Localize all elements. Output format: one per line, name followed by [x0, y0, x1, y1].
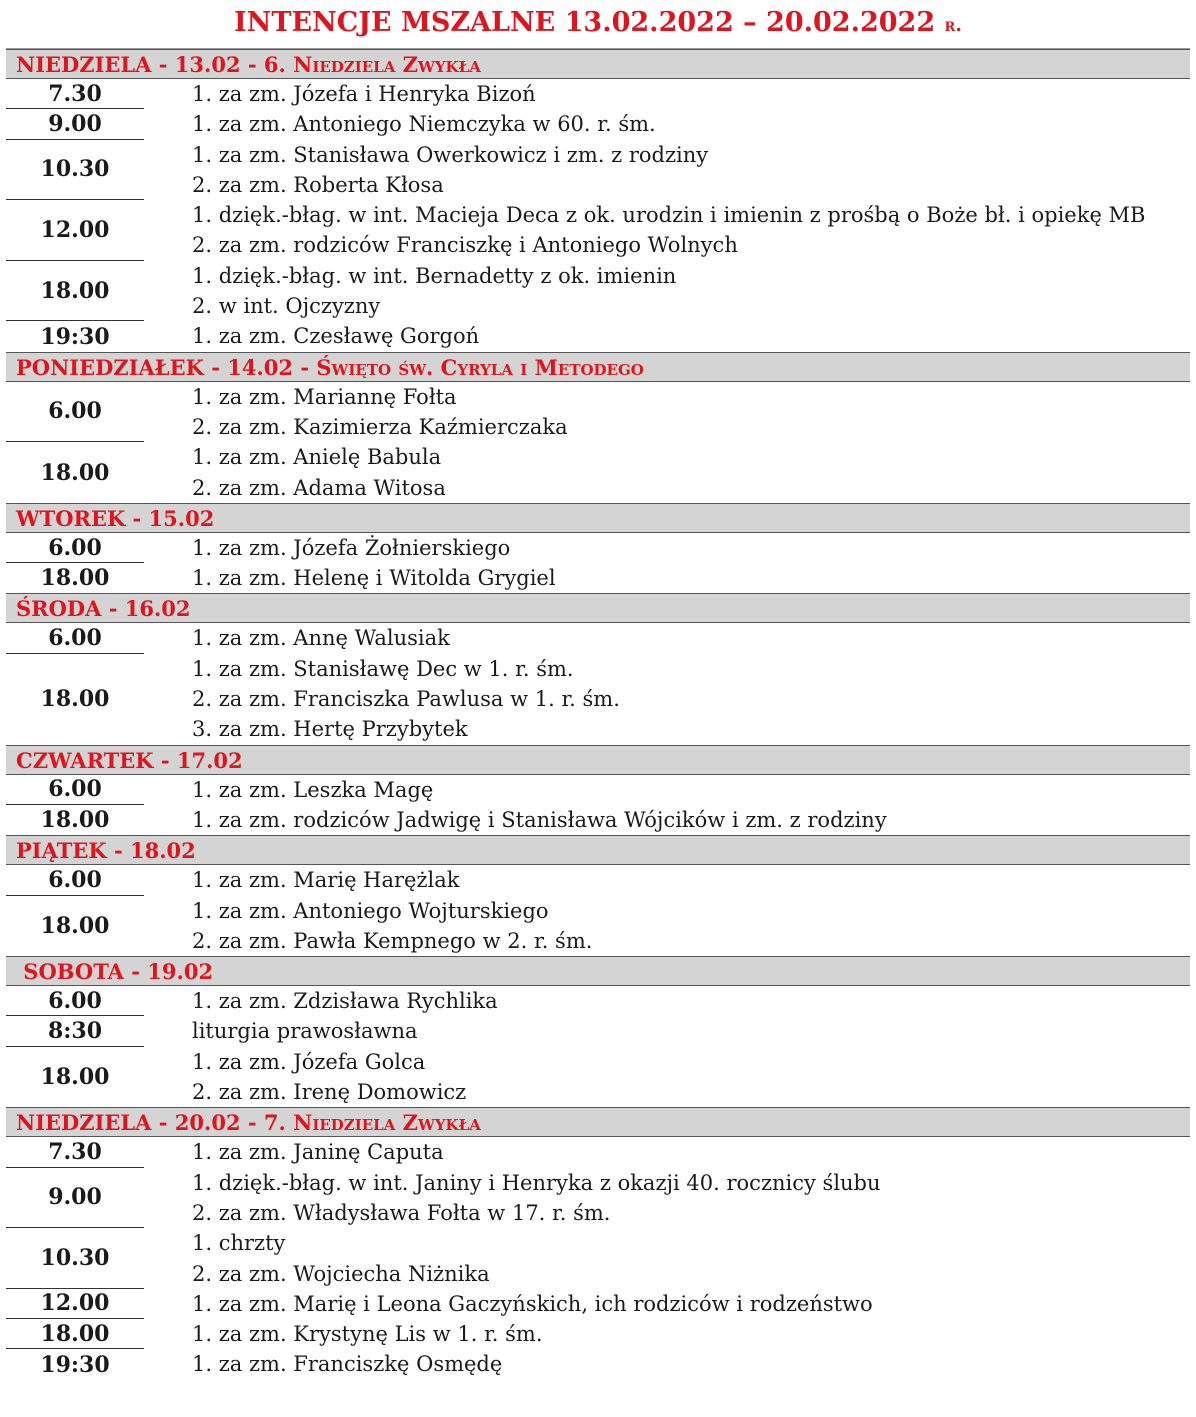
intention-line: 1. za zm. Stanisławę Dec w 1. r. śm. [192, 656, 574, 681]
mass-time: 6.00 [6, 533, 144, 563]
mass-time: 18.00 [6, 1319, 144, 1349]
mass-row [6, 1319, 1190, 1349]
feast-name: 6. Niedziela Zwykła [263, 52, 481, 77]
intention-list [144, 321, 1190, 351]
intention-line: 1. za zm. Leszka Magę [192, 777, 434, 802]
mass-row [6, 533, 1190, 563]
day-label: SOBOTA - 19.02 [16, 959, 214, 985]
intention-line: 1. za zm. Czesławę Gorgoń [192, 324, 480, 349]
mass-time: 9.00 [6, 109, 144, 139]
day-label: NIEDZIELA - 20.02 - [16, 1110, 264, 1136]
mass-time: 7.30 [6, 79, 144, 109]
mass-row [6, 986, 1190, 1016]
title-suffix: r. [944, 14, 962, 36]
mass-time: 18.00 [40, 1064, 110, 1091]
mass-time: 18.00 [6, 261, 144, 322]
intention-list [144, 1289, 1190, 1319]
mass-row [6, 140, 1190, 201]
mass-time: 18.00 [40, 912, 110, 939]
intention-line: 2. za zm. Pawła Kempnego w 2. r. śm. [192, 928, 593, 953]
mass-time: 6.00 [6, 986, 144, 1016]
day-header [6, 352, 1190, 382]
intention-line: 2. za zm. Wojciecha Niżnika [192, 1261, 490, 1286]
mass-row [6, 865, 1190, 895]
mass-schedule [6, 48, 1190, 1380]
mass-time: 19:30 [40, 1351, 110, 1378]
day-header [6, 593, 1190, 623]
intention-list [144, 140, 1190, 201]
mass-row [6, 623, 1190, 653]
day-section [6, 49, 1190, 352]
intention-line: 1. za zm. Mariannę Fołta [192, 384, 457, 409]
day-section [6, 593, 1190, 744]
intention-line: 1. za zm. Stanisława Owerkowicz i zm. z rodziny [192, 142, 709, 167]
intention-line: 1. za zm. Franciszkę Osmędę [192, 1352, 503, 1377]
day-label: PIĄTEK - 18.02 [16, 838, 196, 864]
intention-list [144, 986, 1190, 1016]
day-section [6, 352, 1190, 503]
mass-row [6, 654, 1190, 745]
intention-list [144, 623, 1190, 653]
intention-line: 1. za zm. Marię Harężlak [192, 868, 460, 893]
mass-time: 18.00 [40, 686, 110, 713]
day-label: WTOREK - 15.02 [16, 505, 215, 531]
intention-list [144, 1016, 1190, 1046]
intention-list [144, 261, 1190, 322]
intention-list [144, 79, 1190, 109]
intention-line: 1. chrzty [192, 1231, 286, 1256]
intention-line: liturgia prawosławna [192, 1019, 418, 1044]
feast-name: 7. Niedziela Zwykła [263, 1110, 481, 1136]
intention-line: 1. dzięk.-błag. w int. Macieja Deca z ok. urodzin i imienin z prośbą o Boże bł. i opiekę MB [192, 203, 1146, 228]
mass-time: 10.30 [6, 140, 144, 201]
intention-list [144, 1137, 1190, 1167]
intention-line: 1. za zm. rodziców Jadwigę i Stanisława Wójcików i zm. z rodziny [192, 807, 887, 832]
intention-list [144, 654, 1190, 745]
mass-time: 18.00 [40, 807, 110, 834]
day-section [6, 745, 1190, 836]
day-label: CZWARTEK - 17.02 [16, 747, 243, 773]
mass-row [6, 79, 1190, 109]
intention-line: 2. za zm. Irenę Domowicz [192, 1080, 467, 1105]
feast-name: Święto św. Cyryla i Metodego [316, 354, 644, 380]
intention-line: 2. za zm. Adama Witosa [192, 475, 446, 500]
intention-list [144, 1319, 1190, 1349]
mass-time: 6.00 [6, 775, 144, 805]
intention-list [144, 200, 1190, 261]
intention-line: 2. za zm. Roberta Kłosa [192, 172, 444, 197]
intention-line: 1. za zm. Antoniego Wojturskiego [192, 898, 549, 923]
intention-list [144, 896, 1190, 957]
mass-row [6, 442, 1190, 503]
day-label: PONIEDZIAŁEK - 14.02 - [16, 354, 317, 380]
day-section [6, 1107, 1190, 1379]
intention-list [144, 865, 1190, 895]
day-header [6, 956, 1190, 986]
mass-row [6, 1349, 1190, 1379]
intention-line: 1. za zm. Janinę Caputa [192, 1140, 444, 1165]
mass-row [6, 805, 1190, 835]
intention-line: 2. za zm. Kazimierza Kaźmierczaka [192, 414, 568, 439]
day-section [6, 956, 1190, 1107]
day-header [6, 1107, 1190, 1137]
intention-list [144, 775, 1190, 805]
mass-time: 10.30 [6, 1228, 144, 1289]
day-label: NIEDZIELA - 13.02 - [16, 52, 264, 77]
intention-list [144, 1349, 1190, 1379]
intention-line: 1. za zm. Marię i Leona Gaczyńskich, ich rodziców i rodzeństwo [192, 1291, 873, 1316]
intention-list [144, 1168, 1190, 1229]
intention-list [144, 563, 1190, 593]
intention-list [144, 109, 1190, 139]
day-header [6, 503, 1190, 533]
mass-row [6, 1168, 1190, 1229]
intention-line: 2. za zm. Władysława Fołta w 17. r. śm. [192, 1200, 611, 1225]
intention-line: 1. za zm. Józefa Żołnierskiego [192, 535, 511, 560]
intention-line: 2. za zm. rodziców Franciszkę i Antoniego Wolnych [192, 233, 738, 258]
intention-line: 2. za zm. Franciszka Pawlusa w 1. r. śm. [192, 687, 620, 712]
title-main: INTENCJE MSZALNE 13.02.2022 – 20.02.2022 [234, 7, 936, 38]
mass-time: 18.00 [40, 459, 110, 486]
intention-line: 2. w int. Ojczyzny [192, 294, 381, 319]
intention-list [144, 805, 1190, 835]
mass-time: 6.00 [6, 865, 144, 895]
intention-list [144, 533, 1190, 563]
intention-list [144, 1047, 1190, 1108]
mass-time: 9.00 [6, 1168, 144, 1229]
intention-line: 1. za zm. Helenę i Witolda Grygiel [192, 566, 556, 591]
mass-time: 12.00 [6, 200, 144, 261]
mass-time: 6.00 [6, 623, 144, 653]
intention-line: 1. za zm. Anielę Babula [192, 445, 442, 470]
intention-line: 1. za zm. Józefa Golca [192, 1049, 426, 1074]
intention-list [144, 382, 1190, 443]
day-section [6, 835, 1190, 956]
page-title [0, 4, 1196, 42]
intention-line: 1. za zm. Annę Walusiak [192, 626, 450, 651]
mass-time: 8:30 [6, 1016, 144, 1046]
intention-list [144, 442, 1190, 503]
day-section [6, 503, 1190, 594]
mass-row [6, 1289, 1190, 1319]
mass-row [6, 200, 1190, 261]
mass-row [6, 563, 1190, 593]
intention-line: 1. dzięk.-błag. w int. Bernadetty z ok. imienin [192, 263, 677, 288]
mass-row [6, 1228, 1190, 1289]
day-header [6, 49, 1190, 79]
mass-row [6, 775, 1190, 805]
mass-time: 7.30 [6, 1137, 144, 1167]
mass-time: 12.00 [6, 1289, 144, 1319]
mass-row [6, 1016, 1190, 1046]
mass-time: 19:30 [40, 323, 110, 350]
intention-line: 1. za zm. Zdzisława Rychlika [192, 989, 498, 1014]
intention-line: 3. za zm. Hertę Przybytek [192, 717, 468, 742]
mass-row [6, 896, 1190, 957]
day-label: ŚRODA - 16.02 [16, 596, 191, 622]
mass-row [6, 382, 1190, 443]
mass-row [6, 109, 1190, 139]
day-header [6, 835, 1190, 865]
intention-list [144, 1228, 1190, 1289]
intention-line: 1. za zm. Krystynę Lis w 1. r. śm. [192, 1322, 543, 1347]
intention-line: 1. za zm. Józefa i Henryka Bizoń [192, 82, 536, 106]
mass-row [6, 1047, 1190, 1108]
mass-time: 6.00 [6, 382, 144, 443]
mass-row [6, 1137, 1190, 1167]
intention-line: 1. dzięk.-błag. w int. Janiny i Henryka z okazji 40. rocznicy ślubu [192, 1170, 881, 1195]
mass-row [6, 321, 1190, 351]
intention-line: 1. za zm. Antoniego Niemczyka w 60. r. śm. [192, 112, 656, 137]
mass-row [6, 261, 1190, 322]
mass-time: 18.00 [40, 565, 110, 592]
day-header [6, 745, 1190, 775]
